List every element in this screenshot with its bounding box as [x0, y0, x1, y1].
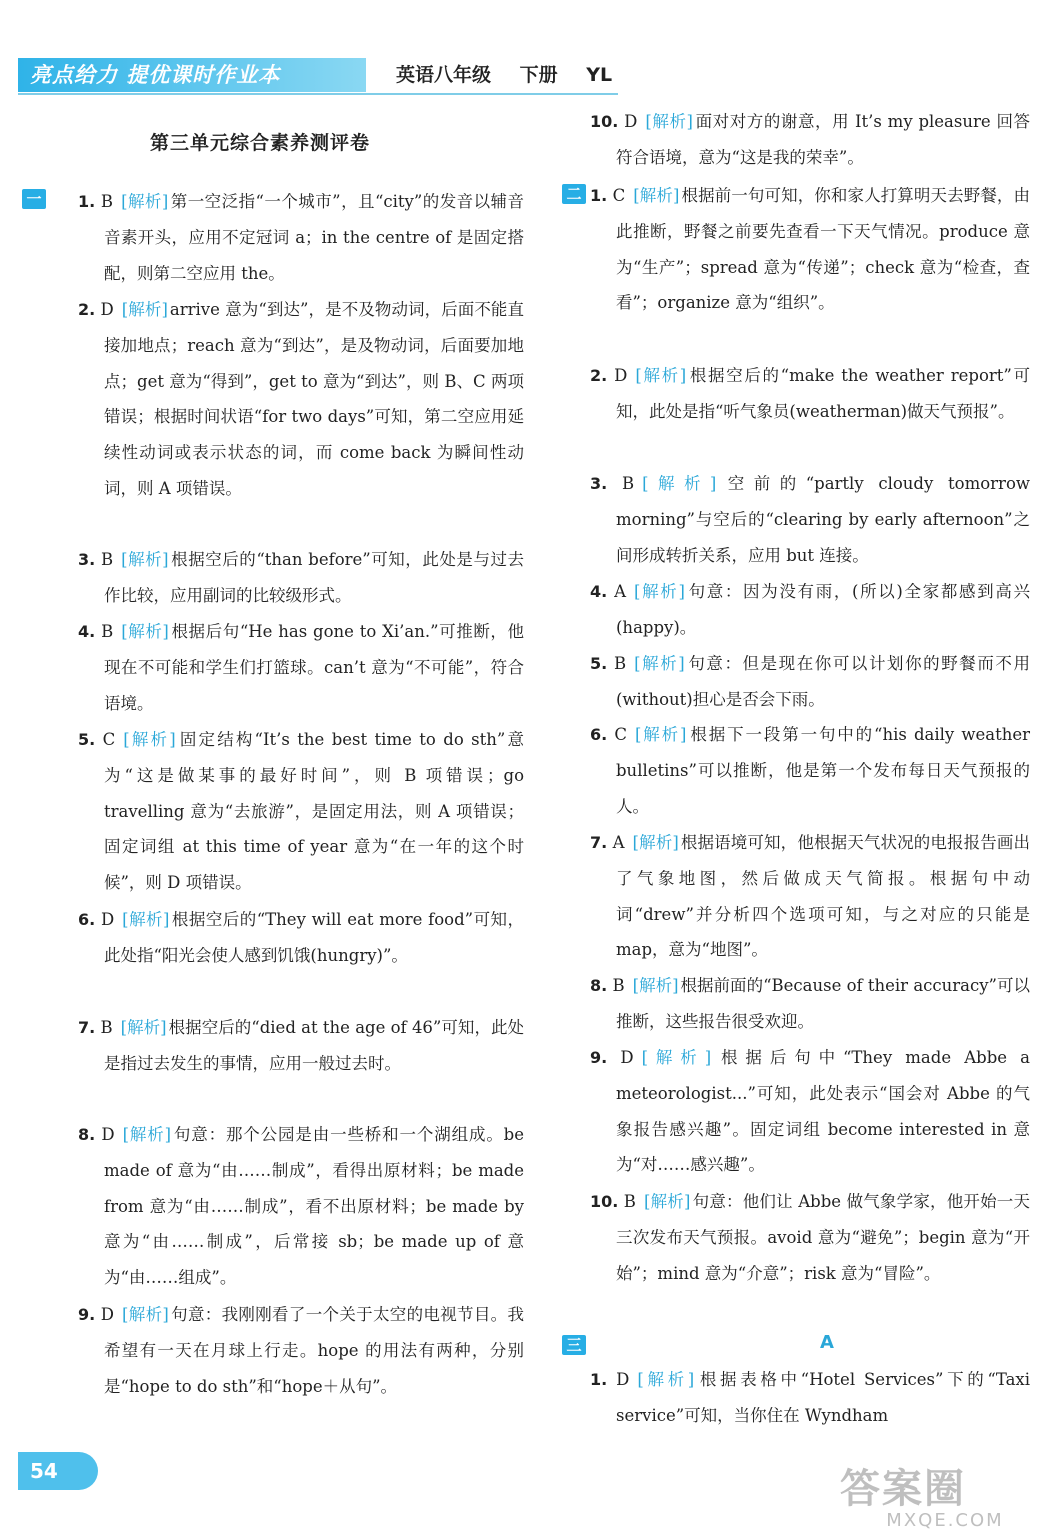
item-text: 根据空后的“than before”可知，此处是与过去作比较，应用副词的比较级形式。: [104, 550, 525, 605]
section-marker-three: 三: [562, 1335, 586, 1355]
answer-item: [590, 104, 1030, 176]
item-text: 根据前一句可知，你和家人打算明天去野餐，由此推断，野餐之前要先查看一下天气情况。produce 意为“生产”；spread 意为“传递”；check 意为“检查，查看”；organize 意为“组织”。: [616, 186, 1031, 313]
item-answer: A: [612, 833, 625, 852]
item-answer: B: [100, 192, 114, 211]
analysis-tag: [解析]: [632, 976, 679, 995]
item-number: 8.: [590, 976, 608, 995]
item-text: 根据表格中“Hotel Services”下的“Taxi service”可知，当你住在 Wyndham: [616, 1370, 1031, 1425]
answer-item: [78, 902, 524, 974]
item-answer: D: [616, 1370, 630, 1389]
answer-item: [590, 178, 1030, 321]
item-number: 3.: [590, 474, 608, 493]
answer-item: [78, 542, 524, 614]
watermark-url: MXQE.COM: [886, 1510, 1004, 1531]
analysis-tag: [解析]: [635, 366, 687, 385]
analysis-tag: [解析]: [634, 582, 685, 601]
subject-label: 英语八年级: [396, 64, 492, 86]
edition-label: YL: [586, 64, 613, 86]
item-answer: B: [614, 654, 627, 673]
answer-item: [78, 1010, 524, 1082]
item-text: 第一空泛指“一个城市”，且“city”的发音以辅音音素开头，应用不定冠词 a；in the centre of 是固定搭配，则第二空应用 the。: [104, 192, 525, 283]
item-text: arrive 意为“到达”，是不及物动词，后面不能直接加地点；reach 意为“到达”，是及物动词，后面要加地点；get 意为“得到”，get to 意为“到达”，则 B、C 两项错误；根据时间状语“for two days”可知，第二空应用延续性动词或表示状态的词，而 come back 为瞬间性动词，则 A 项错误。: [104, 300, 525, 498]
volume-label: 下册: [519, 64, 558, 86]
item-number: 3.: [78, 550, 96, 569]
item-number: 1.: [78, 192, 96, 211]
answer-item: [590, 646, 1030, 718]
answer-item: [590, 717, 1030, 824]
analysis-tag: [解析]: [120, 1018, 167, 1037]
analysis-tag: [解析]: [121, 192, 169, 211]
answer-item: [590, 466, 1030, 573]
item-number: 2.: [78, 300, 96, 319]
item-number: 5.: [78, 730, 96, 749]
header-info: [396, 60, 634, 90]
item-number: 4.: [590, 582, 608, 601]
item-text: 根据前面的“Because of their accuracy”可以推断，这些报告很受欢迎。: [616, 976, 1031, 1031]
item-number: 4.: [78, 622, 96, 641]
analysis-tag: [解析]: [645, 112, 693, 131]
item-answer: B: [623, 1192, 636, 1211]
watermark: [840, 1468, 1050, 1530]
item-number: 10.: [590, 1192, 619, 1211]
item-answer: C: [612, 186, 626, 205]
analysis-tag: [解析]: [632, 833, 679, 852]
item-answer: B: [621, 474, 635, 493]
analysis-tag: [解析]: [633, 186, 680, 205]
answer-item: [590, 968, 1030, 1040]
analysis-tag: [解析]: [643, 1192, 691, 1211]
section-marker-one: 一: [22, 189, 46, 209]
item-text: 句意：我刚刚看了一个关于太空的电视节目。我希望有一天在月球上行走。hope 的用法有两种，分别是“hope to do sth”和“hope＋从句”。: [104, 1305, 524, 1396]
item-answer: B: [101, 550, 114, 569]
item-text: 面对对方的谢意，用 It’s my pleasure 回答符合语境，意为“这是我的荣幸”。: [616, 112, 1031, 167]
analysis-tag: [解析]: [634, 725, 687, 744]
answer-item: [78, 614, 524, 721]
answer-item: [590, 1040, 1030, 1183]
analysis-tag: [解析]: [634, 654, 685, 673]
watermark-title: 答案圈: [840, 1466, 966, 1512]
item-number: 9.: [590, 1048, 608, 1067]
item-answer: D: [100, 1305, 115, 1324]
answer-item: [590, 1184, 1030, 1291]
item-text: 根据空后的“They will eat more food”可知，此处指“阳光会使人感到饥饿(hungry)”。: [104, 910, 525, 965]
page-header: [18, 58, 638, 94]
item-number: 10.: [590, 112, 619, 131]
item-text: 固定结构“It’s the best time to do sth”意为“这是做某事的最好时间”，则 B 项错误；go travelling 意为“去旅游”，是固定用法，则 A 项错误；固定词组 at this time of year 意为“在一年的这个时候”，则 D 项错误。: [104, 730, 524, 893]
page-title: 第三单元综合素养测评卷: [150, 132, 371, 154]
item-number: 6.: [590, 725, 608, 744]
item-answer: D: [614, 366, 628, 385]
item-answer: B: [612, 976, 625, 995]
item-number: 6.: [78, 910, 96, 929]
analysis-tag: [解析]: [122, 910, 170, 929]
brand-banner: 亮点给力 提优课时作业本: [18, 58, 366, 92]
analysis-tag: [解析]: [641, 1048, 712, 1067]
item-text: 根据空后的“make the weather report”可知，此处是指“听气象员(weatherman)做天气预报”。: [616, 366, 1030, 421]
item-answer: C: [614, 725, 627, 744]
item-text: 句意：他们让 Abbe 做气象学家，他开始一天三次发布天气预报。avoid 意为“避免”；begin 意为“开始”；mind 意为“介意”；risk 意为“冒险”。: [616, 1192, 1031, 1283]
header-divider: [18, 93, 618, 95]
item-number: 1.: [590, 186, 608, 205]
item-answer: D: [100, 300, 114, 319]
item-answer: D: [101, 1125, 115, 1144]
page-number: 54: [18, 1452, 98, 1490]
answer-item: [78, 722, 524, 901]
answer-item: [78, 292, 524, 507]
section-marker-two: 二: [562, 184, 586, 204]
item-text: 句意：那个公园是由一些桥和一个湖组成。be made of 意为“由……制成”，看得出原材料；be made from 意为“由……制成”，看不出原材料；be made by 意为“由……制成”，后常接 sb；be made up of 意为“由……组成”。: [104, 1125, 525, 1288]
item-answer: A: [614, 582, 627, 601]
item-text: 句意：因为没有雨，(所以)全家都感到高兴(happy)。: [616, 582, 1030, 637]
item-number: 7.: [78, 1018, 96, 1037]
analysis-tag: [解析]: [121, 550, 169, 569]
item-text: 根据下一段第一句中的“his daily weather bulletins”可以推断，他是第一个发布每日天气预报的人。: [616, 725, 1031, 816]
answer-item: [590, 825, 1030, 968]
analysis-tag: [解析]: [637, 1370, 695, 1389]
answer-item: [78, 1297, 524, 1404]
item-text: 句意：但是现在你可以计划你的野餐而不用(without)担心是否会下雨。: [616, 654, 1031, 709]
item-answer: B: [101, 622, 114, 641]
answer-item: [78, 1117, 524, 1296]
analysis-tag: [解析]: [122, 1305, 169, 1324]
answer-item: [590, 574, 1030, 646]
answer-item: [78, 184, 524, 291]
item-number: 5.: [590, 654, 608, 673]
item-number: 7.: [590, 833, 608, 852]
item-text: 根据语境可知，他根据天气状况的电报报告画出了气象地图，然后做成天气简报。根据句中动词“drew”并分析四个选项可知，与之对应的只能是 map，意为“地图”。: [616, 833, 1030, 960]
item-answer: B: [100, 1018, 113, 1037]
item-text: 根据后句“He has gone to Xi’an.”可推断，他现在不可能和学生们打篮球。can’t 意为“不可能”，符合语境。: [104, 622, 524, 713]
item-answer: D: [100, 910, 115, 929]
analysis-tag: [解析]: [121, 622, 169, 641]
item-answer: D: [624, 112, 638, 131]
item-text: 根据后句中“They made Abbe a meteorologist...”可知，此处表示“国会对 Abbe 的气象报告感兴趣”。固定词组 become interested in 意为“对……感兴趣”。: [616, 1048, 1030, 1175]
subsection-label: A: [820, 1332, 834, 1353]
analysis-tag: [解析]: [642, 474, 717, 493]
item-number: 9.: [78, 1305, 96, 1324]
analysis-tag: [解析]: [123, 730, 176, 749]
answer-item: [590, 1362, 1030, 1434]
item-text: 根据空后的“died at the age of 46”可知，此处是指过去发生的事情，应用一般过去时。: [104, 1018, 525, 1073]
item-answer: D: [620, 1048, 634, 1067]
answer-item: [590, 358, 1030, 430]
item-answer: C: [102, 730, 116, 749]
item-number: 8.: [78, 1125, 96, 1144]
analysis-tag: [解析]: [121, 300, 168, 319]
analysis-tag: [解析]: [122, 1125, 172, 1144]
item-number: 1.: [590, 1370, 608, 1389]
item-number: 2.: [590, 366, 608, 385]
item-text: 空前的“partly cloudy tomorrow morning”与空后的“clearing by early afternoon”之间形成转折关系，应用 but 连接。: [616, 474, 1030, 565]
